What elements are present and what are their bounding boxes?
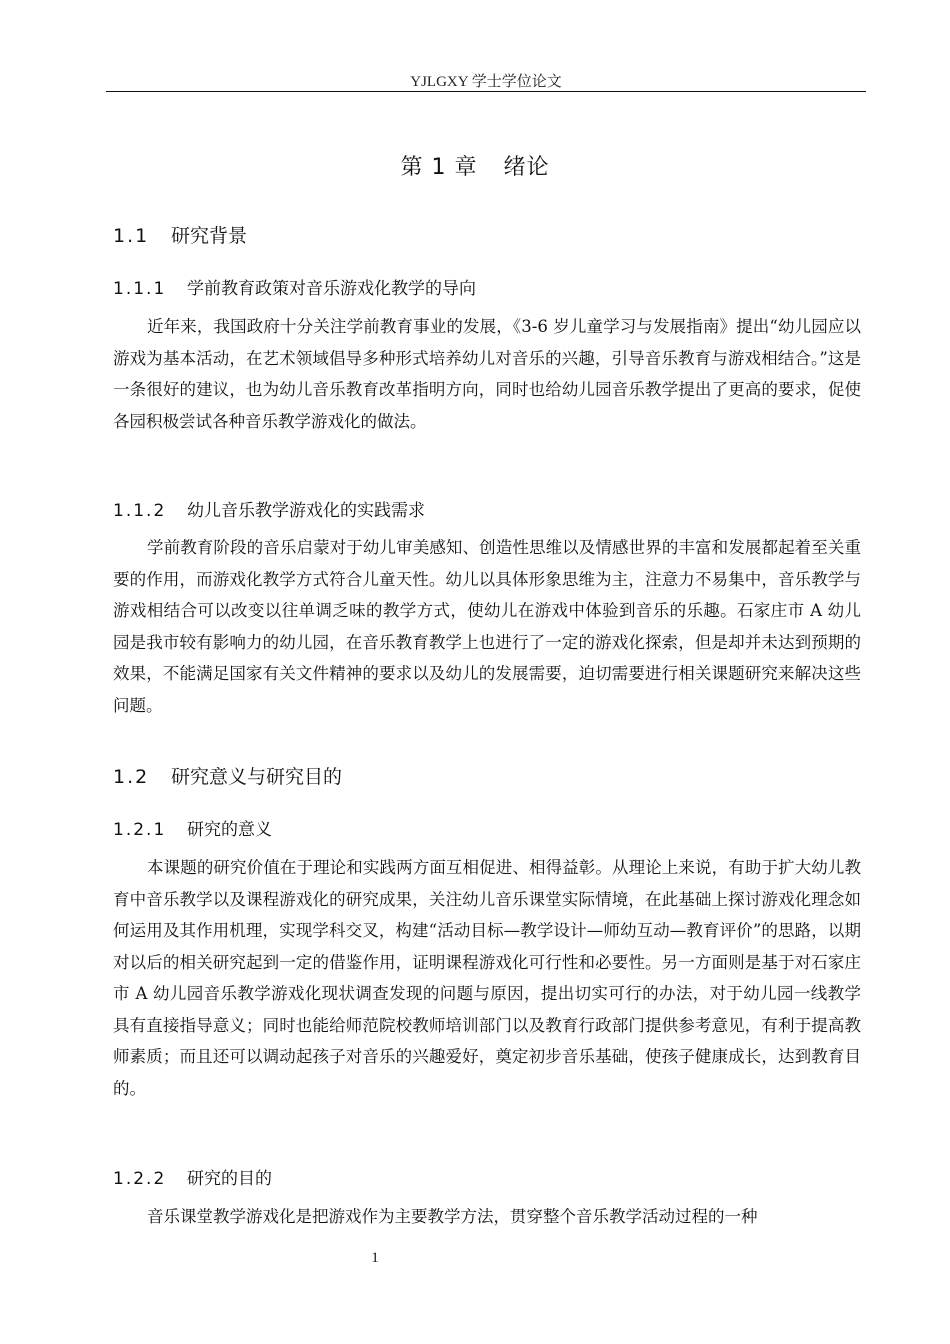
subsection-title: 幼儿音乐教学游戏化的实践需求 [187,501,425,521]
section-heading-1-1 [113,221,247,248]
subsection-number: 1.1.2 [113,501,167,521]
section-title: 研究背景 [171,225,248,247]
header-rule [106,91,866,92]
subsection-heading-1-1-1 [113,274,476,299]
paragraph-1-2-2: 音乐课堂教学游戏化是把游戏作为主要教学方法，贯穿整个音乐教学活动过程的一种 [147,1207,758,1226]
subsection-title: 研究的目的 [187,1169,272,1189]
subsection-number: 1.2.2 [113,1169,167,1189]
paragraph-1-1-1: 近年来，我国政府十分关注学前教育事业的发展，《3-6 岁儿童学习与发展指南》提出“幼儿园应以游戏为基本活动，在艺术领域倡导多种形式培养幼儿对音乐的兴趣，引导音乐教育与游戏相结合。”这是一条很好的建议，也为幼儿音乐教育改革指明方向，同时也给幼儿园音乐教学提出了更高的要求，促使各园积极尝试各种音乐教学游戏化的做法。 [113,317,861,431]
chapter-title [0,150,950,181]
subsection-heading-1-2-1 [113,815,272,840]
page-number: 1 [371,1250,379,1266]
subsection-number: 1.1.1 [113,279,167,299]
section-heading-1-2 [113,762,342,789]
subsection-title: 研究的意义 [187,820,272,840]
paragraph-1-2-1: 本课题的研究价值在于理论和实践两方面互相促进、相得益彰。从理论上来说，有助于扩大幼儿教育中音乐教学以及课程游戏化的研究成果，关注幼儿音乐课堂实际情境，在此基础上探讨游戏化理念如何运用及其作用机理，实现学科交叉，构建“活动目标—教学设计—师幼互动—教育评价”的思路，以期对以后的相关研究起到一定的借鉴作用，证明课程游戏化可行性和必要性。另一方面则是基于对石家庄市 A 幼儿园音乐教学游戏化现状调查发现的问题与原因，提出切实可行的办法，对于幼儿园一线教学具有直接指导意义；同时也能给师范院校教师培训部门以及教育行政部门提供参考意见，有利于提高教师素质；而且还可以调动起孩子对音乐的兴趣爱好，奠定初步音乐基础，使孩子健康成长，达到教育目的。 [113,858,861,1098]
subsection-number: 1.2.1 [113,820,167,840]
chapter-name: 绪论 [503,155,550,180]
section-number: 1.2 [113,766,150,788]
section-number: 1.1 [113,225,150,247]
running-header: YJLGXY 学士学位论文 [410,74,562,90]
subsection-heading-1-2-2 [113,1164,272,1189]
subsection-title: 学前教育政策对音乐游戏化教学的导向 [187,279,476,299]
paragraph-1-1-2: 学前教育阶段的音乐启蒙对于幼儿审美感知、创造性思维以及情感世界的丰富和发展都起着至关重要的作用，而游戏化教学方式符合儿童天性。幼儿以具体形象思维为主，注意力不易集中，音乐教学与游戏相结合可以改变以往单调乏味的教学方式，使幼儿在游戏中体验到音乐的乐趣。石家庄市 A 幼儿园是我市较有影响力的幼儿园，在音乐教育教学上也进行了一定的游戏化探索，但是却并未达到预期的效果，不能满足国家有关文件精神的要求以及幼儿的发展需要，迫切需要进行相关课题研究来解决这些问题。 [113,538,861,715]
section-title: 研究意义与研究目的 [171,766,343,788]
chapter-number: 第 1 章 [400,155,478,180]
subsection-heading-1-1-2 [113,496,425,521]
